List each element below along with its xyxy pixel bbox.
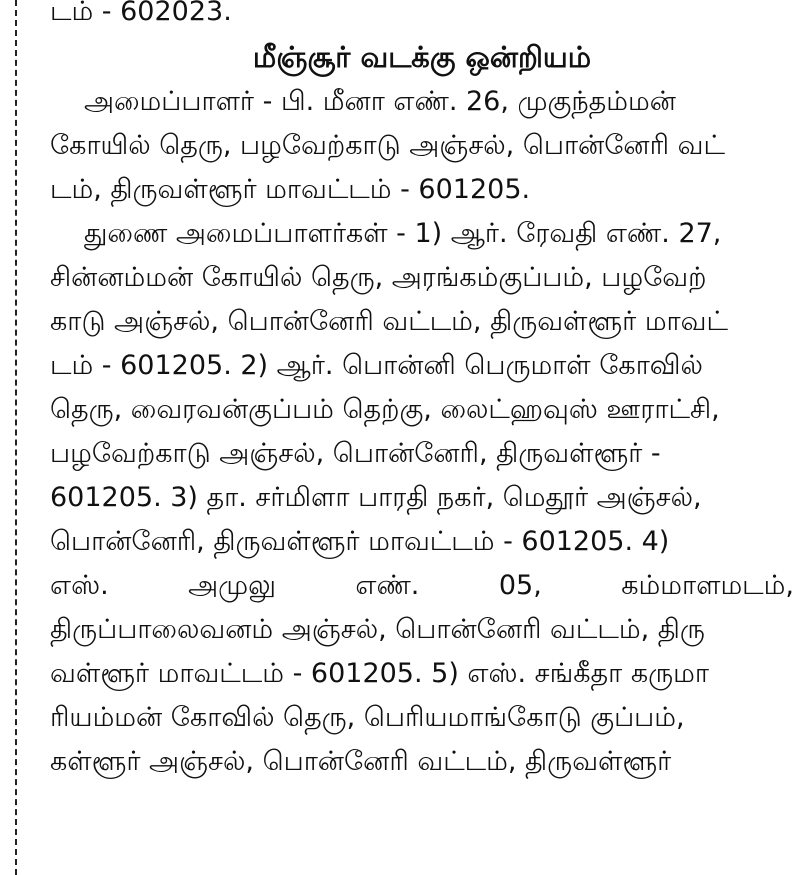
article-line: அமைப்பாளர் - பி. மீனா எண். 26, முகுந்தம்மன் — [84, 86, 676, 117]
article-line: 601205. 3) தா. சர்மிளா பாரதி நகர், மெதூர் அஞ்சல், — [50, 482, 702, 513]
article-line: சின்னம்மன் கோயில் தெரு, அரங்கம்குப்பம், பழவேற் — [50, 262, 707, 293]
spread-word: 05, — [498, 570, 542, 601]
article-line: துணை அமைப்பாளர்கள் - 1) ஆர். ரேவதி எண். 27, — [84, 218, 722, 249]
spread-word: எண். — [355, 570, 420, 601]
news-article — [50, 0, 794, 784]
spread-word: எஸ். — [50, 570, 109, 601]
article-line: டம் - 601205. 2) ஆர். பொன்னி பெருமாள் கோவில் — [50, 350, 703, 381]
article-line-spread — [50, 564, 794, 608]
article-line: பழவேற்காடு அஞ்சல், பொன்னேரி, திருவள்ளூர் - — [50, 438, 661, 469]
article-line: பொன்னேரி, திருவள்ளூர் மாவட்டம் - 601205. 4) — [50, 526, 670, 557]
article-line: கள்ளூர் அஞ்சல், பொன்னேரி வட்டம், திருவள்ளூர் — [50, 746, 672, 777]
article-line: டம், திருவள்ளூர் மாவட்டம் - 601205. — [50, 174, 531, 205]
column-divider — [0, 0, 22, 875]
article-line: வள்ளூர் மாவட்டம் - 601205. 5) எஸ். சங்கீதா கருமா — [50, 658, 709, 689]
dashed-rule — [15, 0, 17, 875]
section-heading: மீஞ்சூர் வடக்கு ஒன்றியம் — [252, 40, 592, 74]
article-line: தெரு, வைரவன்குப்பம் தெற்கு, லைட்ஹவுஸ் ஊராட்சி, — [50, 394, 720, 425]
spread-word: கம்மாளமடம், — [621, 570, 794, 601]
spread-word: அமுலு — [188, 570, 276, 601]
article-line: ரியம்மன் கோவில் தெரு, பெரியமாங்கோடு குப்பம், — [50, 702, 685, 733]
article-line: திருப்பாலைவனம் அஞ்சல், பொன்னேரி வட்டம், திரு — [50, 614, 705, 645]
article-line: காடு அஞ்சல், பொன்னேரி வட்டம், திருவள்ளூர் மாவட் — [50, 306, 728, 337]
article-line-top: டம் - 602023. — [50, 0, 232, 27]
article-line: கோயில் தெரு, பழவேற்காடு அஞ்சல், பொன்னேரி வட் — [50, 130, 725, 161]
